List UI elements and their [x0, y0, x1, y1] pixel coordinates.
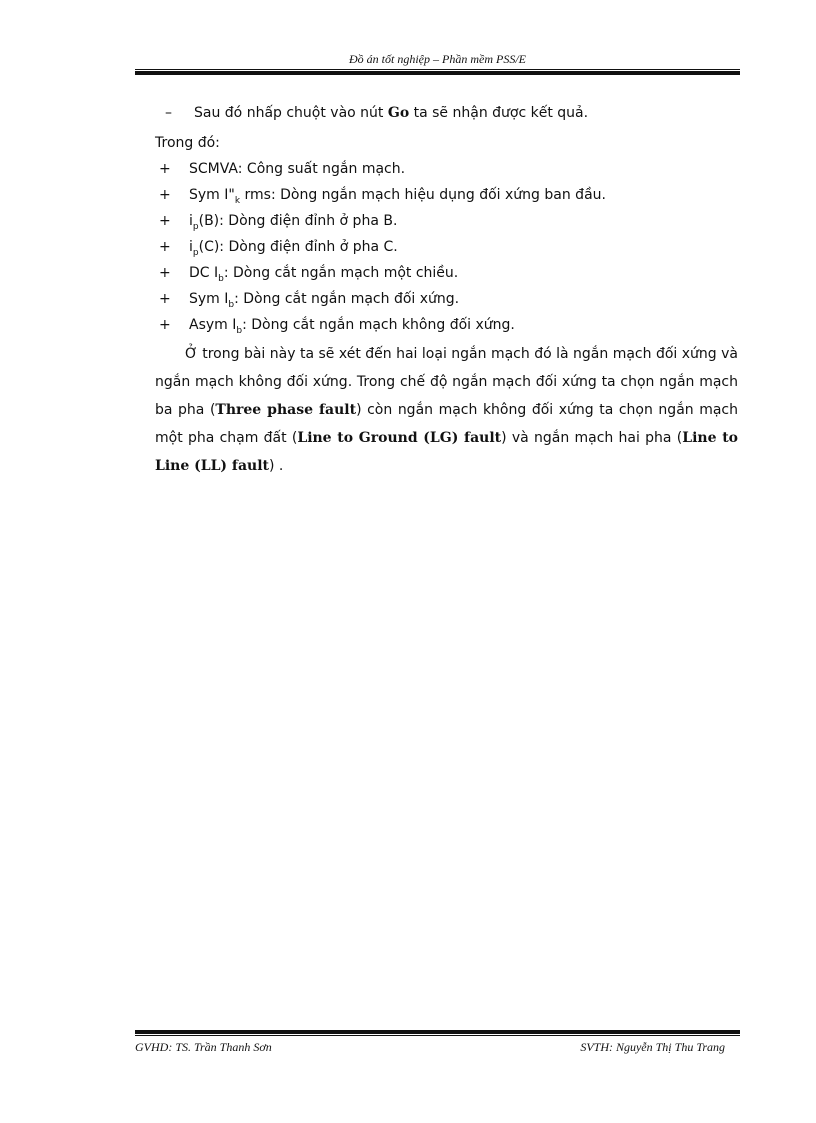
footer-rule-thick: [135, 1030, 740, 1034]
body-paragraph: Ở trong bài này ta sẽ xét đến hai loại ngắn mạch đó là ngắn mạch đối xứng và ngắn mạch không đối xứng. Trong chế độ ngắn mạch đối xứng ta chọn ngắn mạch ba pha (Three phase fault) còn ngắn mạch không đối xứng ta chọn ngắn mạch một pha chạm đất (Line to Ground (LG) fault) và ngắn mạch hai pha (Line to Line (LL) fault) .: [155, 346, 739, 474]
bold-term: Line to Ground (LG) fault: [297, 430, 502, 446]
bold-term: Line to Line (LL) fault: [155, 430, 739, 474]
footer-rule-thin: [135, 1035, 740, 1036]
footer-student: SVTH: Nguyễn Thị Thu Trang: [580, 1040, 725, 1054]
list-item: + SCMVA: Công suất ngắn mạch.: [159, 161, 406, 177]
go-keyword: Go: [387, 105, 410, 121]
list-item: + $i_p(B)$: Dòng điện đỉnh ở pha B.: [159, 213, 398, 232]
dash-bullet: –: [165, 105, 172, 121]
bold-term: Three phase fault: [215, 402, 357, 418]
list-item: + $i_p(C)$: Dòng điện đỉnh ở pha C.: [159, 239, 398, 258]
header-rule-thin: [135, 69, 740, 70]
page-header-title: Đồ án tốt nghiệp – Phần mềm PSS/E: [349, 52, 526, 66]
intro-line: Trong đó:: [155, 135, 220, 151]
list-item: + Sym $I_b$: Dòng cắt ngắn mạch đối xứng.: [159, 291, 460, 310]
list-item: + Sym $I"_k$ rms: Dòng ngắn mạch hiệu dụng đối xứng ban đầu.: [159, 187, 606, 206]
list-item: + Asym $I_b$: Dòng cắt ngắn mạch không đối xứng.: [159, 317, 515, 336]
list-item: + DC $I_b$: Dòng cắt ngắn mạch một chiều.: [159, 265, 459, 284]
step-line: – Sau đó nhấp chuột vào nút Go ta sẽ nhận được kết quả.: [155, 100, 738, 126]
page-body: [155, 100, 738, 494]
definition-list: [155, 156, 738, 338]
footer-supervisor: GVHD: TS. Trần Thanh Sơn: [135, 1040, 272, 1054]
header-rule-thick: [135, 71, 740, 75]
